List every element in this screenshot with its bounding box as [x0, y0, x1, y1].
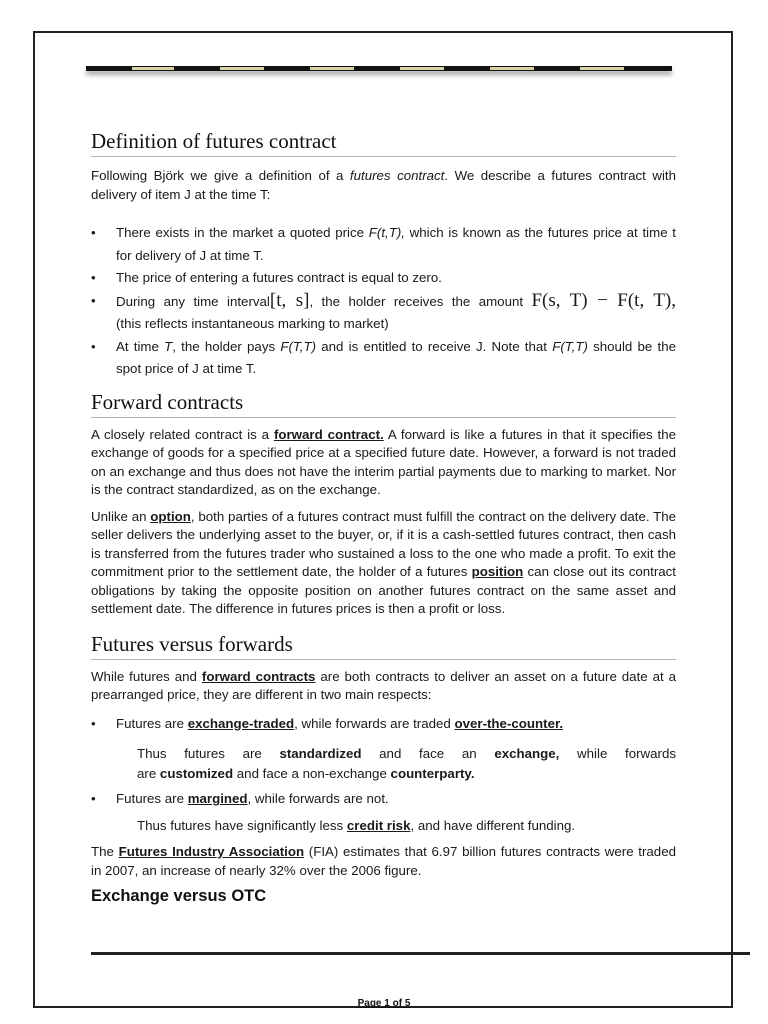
intro-paragraph: Following Björk we give a definition of a futures contract. We describe a futures contract with delivery of item J at the time T:: [91, 168, 676, 202]
list-item: • The price of entering a futures contract is equal to zero.: [91, 267, 676, 290]
link-option[interactable]: option: [150, 508, 191, 524]
bottom-rule: [91, 952, 750, 955]
forward-paragraph-1: A closely related contract is a forward contract. A forward is like a futures in that it specifies the exchange of goods for a specified price at a specified future date. However, a forward is not traded on an exchange and thus does not have the interim partial payments due to marking to market. Nor is the contract standardized, as on the exchange.: [91, 426, 677, 497]
document-body: [91, 128, 676, 906]
math-interval: [t, s]: [269, 289, 310, 311]
indented-note-2: Thus futures have significantly less credit risk, and have different funding.: [137, 817, 576, 833]
fia-paragraph: The Futures Industry Association (FIA) estimates that 6.97 billion futures contracts were traded in 2007, an increase of nearly 32% over the 2006 figure.: [91, 844, 676, 878]
link-credit-risk[interactable]: credit risk: [346, 817, 411, 833]
link-position[interactable]: position: [471, 564, 524, 579]
link-exchange-traded[interactable]: exchange-traded: [187, 715, 295, 731]
heading-exchange-vs-otc: Exchange versus OTC: [91, 887, 267, 905]
link-futures-industry-association[interactable]: Futures Industry Association: [118, 844, 305, 859]
link-forward-contracts[interactable]: forward contracts: [201, 668, 316, 684]
futures-vs-forwards-intro: While futures and forward contracts are both contracts to deliver an asset on a future date at a prearranged price, they are different in two main respects:: [91, 668, 677, 702]
differences-list-2: [91, 788, 676, 811]
heading-futures-vs-forwards: Futures versus forwards: [91, 631, 676, 660]
list-item: • Futures are margined, while forwards are not.: [91, 788, 676, 811]
link-forward-contract[interactable]: forward contract.: [273, 426, 384, 442]
list-item: • At time T, the holder pays F(T,T) and is entitled to receive J. Note that F(T,T) should be the spot price of J at time T.: [91, 336, 676, 381]
link-margined[interactable]: margined: [187, 791, 248, 806]
heading-forward-contracts: Forward contracts: [91, 389, 676, 418]
page-number: Page 1 of 5: [357, 998, 411, 1009]
link-over-the-counter[interactable]: over-the-counter.: [454, 715, 564, 731]
list-item: • During any time interval[t, s], the holder receives the amount F(s, T) − F(t, T), (this reflects instantaneous marking to market): [91, 290, 676, 336]
header-decoration-bar: [86, 66, 672, 71]
indented-note-1a: Thus futures are standardized and face an exchange, while forwards: [137, 746, 677, 761]
heading-definition-futures: Definition of futures contract: [91, 128, 676, 157]
indented-note-1b: are customized and face a non-exchange counterparty.: [137, 766, 475, 781]
list-item: • There exists in the market a quoted price F(t,T), which is known as the futures price at time t for delivery of J at time T.: [91, 222, 676, 267]
math-amount: F(s, T) − F(t, T),: [531, 289, 677, 311]
list-item: • Futures are exchange-traded, while forwards are traded over-the-counter.: [91, 713, 676, 736]
definition-list: [91, 222, 676, 381]
forward-paragraph-2: Unlike an option, both parties of a futures contract must fulfill the contract on the delivery date. The seller delivers the underlying asset to the buyer, or, if it is a cash-settled futures contract, then cash is transferred from the futures trader who sustained a loss to the one who made a profit. To exit the commitment prior to the settlement date, the holder of a futures position can close out its contract obligations by taking the opposite position on another futures contract on the same asset and settlement date. The difference in futures prices is then a profit or loss.: [91, 508, 676, 616]
differences-list-1: [91, 713, 676, 736]
